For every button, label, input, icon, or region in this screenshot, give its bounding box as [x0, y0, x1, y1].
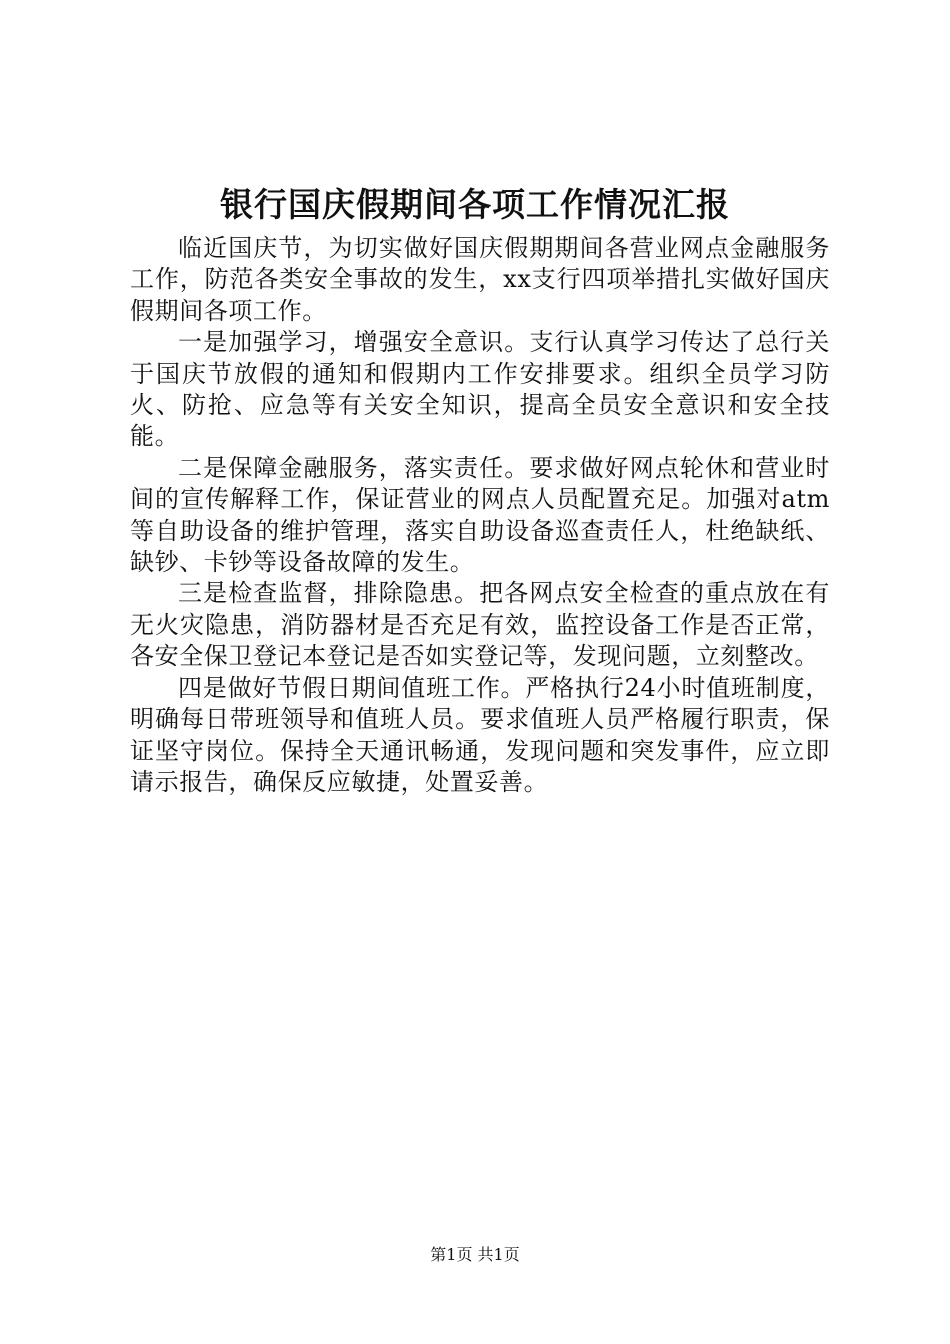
paragraph-item-4: 四是做好节假日期间值班工作。严格执行24小时值班制度，明确每日带班领导和值班人员。要求值班人员严格履行职责，保证坚守岗位。保持全天通讯畅通，发现问题和突发事件，应立即请示报告，确保反应敏捷，处置妥善。 [130, 673, 830, 796]
paragraph-item-3: 三是检查监督，排除隐患。把各网点安全检查的重点放在有无火灾隐患，消防器材是否充足有效，监控设备工作是否正常，各安全保卫登记本登记是否如实登记等，发现问题，立刻整改。 [130, 579, 830, 671]
paragraph-intro: 临近国庆节，为切实做好国庆假期期间各营业网点金融服务工作，防范各类安全事故的发生，xx支行四项举措扎实做好国庆假期间各项工作。 [130, 234, 830, 325]
paragraph-item-1: 一是加强学习，增强安全意识。支行认真学习传达了总行关于国庆节放假的通知和假期内工作安排要求。组织全员学习防火、防抢、应急等有关安全知识，提高全员安全意识和安全技能。 [130, 328, 830, 451]
document-title: 银行国庆假期间各项工作情况汇报 [220, 185, 730, 224]
page-footer: 第1页 共1页 [430, 1245, 520, 1264]
document-body [130, 233, 830, 798]
paragraph-item-2: 二是保障金融服务，落实责任。要求做好网点轮休和营业时间的宣传解释工作，保证营业的网点人员配置充足。加强对atm等自助设备的维护管理，落实自助设备巡查责任人，杜绝缺纸、缺钞、卡钞等设备故障的发生。 [130, 453, 830, 577]
